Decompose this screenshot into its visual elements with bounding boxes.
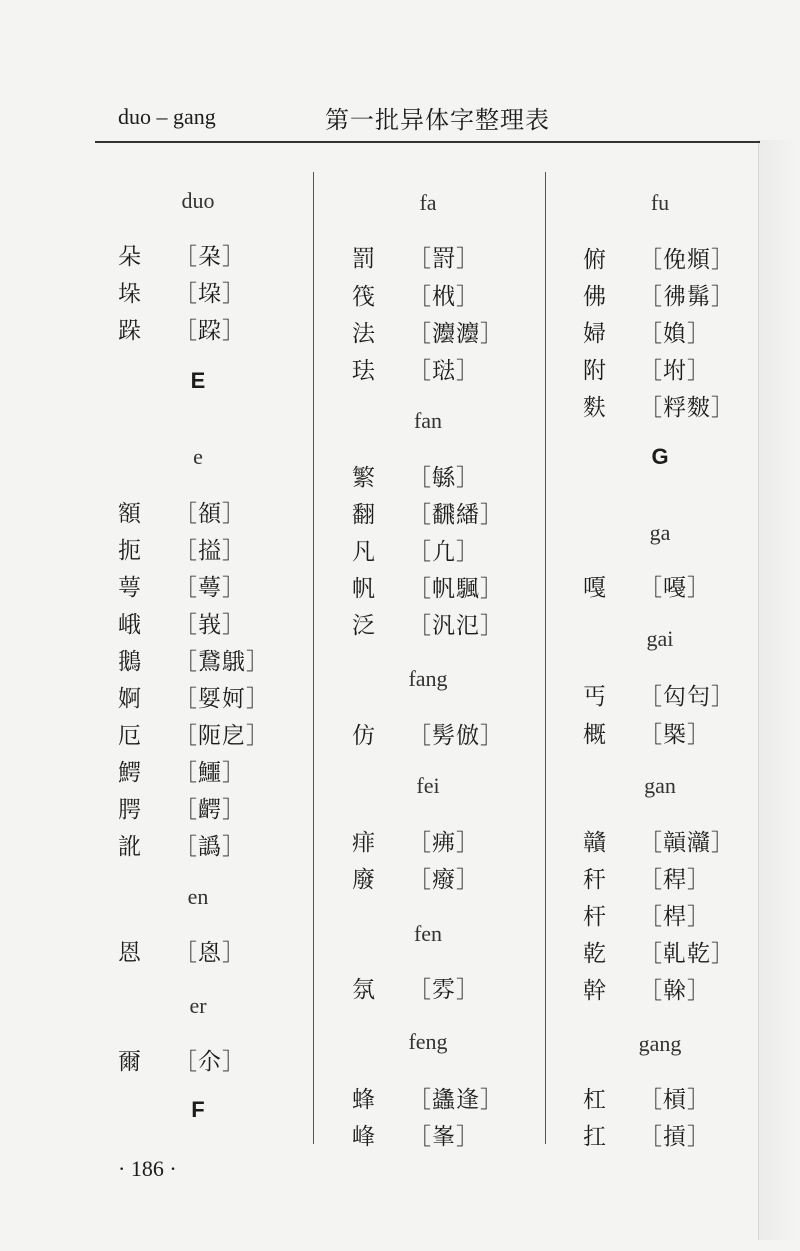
entry-row xyxy=(352,533,480,566)
standard-character: 罰 xyxy=(352,246,375,272)
variant-characters: ［彿髴］ xyxy=(639,284,735,310)
header-title: 第一批异体字整理表 xyxy=(325,106,550,134)
standard-character: 峰 xyxy=(352,1124,375,1150)
pinyin-heading: gai xyxy=(646,626,674,651)
variant-characters: ［槓］ xyxy=(639,1087,711,1113)
standard-character: 翻 xyxy=(352,502,375,528)
variant-characters: ［蠭逢］ xyxy=(408,1087,504,1113)
entry-row xyxy=(352,352,480,385)
entry-row xyxy=(583,972,711,1005)
entry-row xyxy=(118,238,246,271)
standard-character: 恩 xyxy=(118,940,141,966)
pinyin-heading: er xyxy=(189,993,207,1018)
entry-row xyxy=(583,1118,711,1151)
entry-row xyxy=(583,824,735,857)
variant-characters: ［俛頫］ xyxy=(639,247,735,273)
entry-row xyxy=(352,1118,480,1151)
variant-characters: ［匃匄］ xyxy=(639,684,735,710)
entry-row xyxy=(583,1081,711,1114)
pinyin-heading: gan xyxy=(644,773,676,798)
variant-characters: ［朶］ xyxy=(174,244,246,270)
entry-row xyxy=(118,791,246,824)
pinyin-heading: fu xyxy=(650,190,670,215)
entry-row xyxy=(352,971,480,1004)
entry-row xyxy=(583,352,711,385)
pinyin-heading: duo xyxy=(181,188,215,213)
variant-characters: ［嘠］ xyxy=(639,575,711,601)
variant-characters: ［峯］ xyxy=(408,1124,480,1150)
variant-characters: ［摃］ xyxy=(639,1124,711,1150)
entry-row xyxy=(352,315,504,348)
page-edge-shadow xyxy=(758,140,797,1240)
entry-row xyxy=(352,278,480,311)
variant-characters: ［頟］ xyxy=(174,501,246,527)
variant-characters: ［跥］ xyxy=(174,318,246,344)
entry-row xyxy=(352,717,504,750)
variant-characters: ［峩］ xyxy=(174,612,246,638)
standard-character: 萼 xyxy=(118,575,141,601)
letter-heading: E xyxy=(190,368,206,393)
entry-row xyxy=(118,717,270,750)
standard-character: 仿 xyxy=(352,723,375,749)
pinyin-heading: e xyxy=(193,444,203,469)
standard-character: 泛 xyxy=(352,613,375,639)
variant-characters: ［搤］ xyxy=(174,538,246,564)
variant-characters: ［稈］ xyxy=(639,867,711,893)
variant-characters: ［雰］ xyxy=(408,977,480,1003)
letter-heading: G xyxy=(651,444,669,469)
standard-character: 鰐 xyxy=(118,760,141,786)
standard-character: 痱 xyxy=(352,830,375,856)
variant-characters: ［恖］ xyxy=(174,940,246,966)
entry-row xyxy=(583,315,711,348)
standard-character: 厄 xyxy=(118,723,141,749)
variant-characters: ［媍］ xyxy=(639,321,711,347)
standard-character: 腭 xyxy=(118,797,141,823)
entry-row xyxy=(352,496,504,529)
standard-character: 峨 xyxy=(118,612,141,638)
pinyin-heading: gang xyxy=(638,1031,682,1056)
standard-character: 繁 xyxy=(352,465,375,491)
variant-characters: ［疿］ xyxy=(408,830,480,856)
variant-characters: ［栰］ xyxy=(408,284,480,310)
entry-row xyxy=(118,934,246,967)
header-pinyin-range: duo – gang xyxy=(118,104,216,129)
entry-row xyxy=(583,278,735,311)
standard-character: 蜂 xyxy=(352,1087,375,1113)
pinyin-heading: fang xyxy=(408,666,448,691)
variant-characters: ［粰麬］ xyxy=(639,395,735,421)
entry-row xyxy=(118,275,246,308)
standard-character: 婀 xyxy=(118,686,141,712)
column-divider-1 xyxy=(313,172,314,1144)
entry-row xyxy=(118,828,246,861)
standard-character: 丐 xyxy=(583,684,606,710)
variant-characters: ［罸］ xyxy=(408,246,480,272)
variant-characters: ［飜繙］ xyxy=(408,502,504,528)
entry-row xyxy=(352,240,480,273)
variant-characters: ［榦］ xyxy=(639,978,711,1004)
variant-characters: ［尒］ xyxy=(174,1049,246,1075)
pinyin-heading: fen xyxy=(413,921,443,946)
variant-characters: ［鱷］ xyxy=(174,760,246,786)
entry-row xyxy=(583,935,735,968)
standard-character: 杆 xyxy=(583,904,606,930)
standard-character: 婦 xyxy=(583,321,606,347)
variant-characters: ［齶］ xyxy=(174,797,246,823)
variant-characters: ［蕚］ xyxy=(174,575,246,601)
variant-characters: ［凢］ xyxy=(408,539,480,565)
pinyin-heading: en xyxy=(187,884,209,909)
entry-row xyxy=(583,716,711,749)
entry-row xyxy=(352,861,480,894)
standard-character: 秆 xyxy=(583,867,606,893)
standard-character: 贛 xyxy=(583,830,606,856)
entry-row xyxy=(118,569,246,602)
entry-row xyxy=(583,241,735,274)
variant-characters: ［帆颿］ xyxy=(408,576,504,602)
letter-heading: F xyxy=(191,1097,205,1122)
variant-characters: ［髣倣］ xyxy=(408,723,504,749)
variant-characters: ［桿］ xyxy=(639,904,711,930)
standard-character: 嘎 xyxy=(583,575,606,601)
entry-row xyxy=(352,607,504,640)
pinyin-heading: ga xyxy=(649,520,671,545)
standard-character: 俯 xyxy=(583,247,606,273)
standard-character: 廢 xyxy=(352,867,375,893)
entry-row xyxy=(583,569,711,602)
entry-row xyxy=(118,495,246,528)
entry-row xyxy=(118,532,246,565)
standard-character: 帆 xyxy=(352,576,375,602)
entry-row xyxy=(352,1081,504,1114)
standard-character: 扼 xyxy=(118,538,141,564)
standard-character: 垛 xyxy=(118,281,141,307)
standard-character: 麩 xyxy=(583,395,606,421)
standard-character: 乾 xyxy=(583,941,606,967)
variant-characters: ［垜］ xyxy=(174,281,246,307)
variant-characters: ［娿妸］ xyxy=(174,686,270,712)
standard-character: 鵝 xyxy=(118,649,141,675)
variant-characters: ［槩］ xyxy=(639,722,711,748)
entry-row xyxy=(352,570,504,603)
standard-character: 爾 xyxy=(118,1049,141,1075)
standard-character: 附 xyxy=(583,358,606,384)
entry-row xyxy=(583,861,711,894)
entry-row xyxy=(118,680,270,713)
variant-characters: ［癈］ xyxy=(408,867,480,893)
variant-characters: ［阨戹］ xyxy=(174,723,270,749)
column-divider-2 xyxy=(545,172,546,1144)
standard-character: 朵 xyxy=(118,244,141,270)
variant-characters: ［鵞䳘］ xyxy=(174,649,270,675)
variant-characters: ［坿］ xyxy=(639,358,711,384)
header-rule xyxy=(95,141,760,143)
entry-row xyxy=(118,1043,246,1076)
entry-row xyxy=(352,459,480,492)
pinyin-heading: fei xyxy=(416,773,440,798)
standard-character: 概 xyxy=(583,722,606,748)
standard-character: 氛 xyxy=(352,977,375,1003)
standard-character: 跺 xyxy=(118,318,141,344)
variant-characters: ［譌］ xyxy=(174,834,246,860)
standard-character: 額 xyxy=(118,501,141,527)
entry-row xyxy=(583,898,711,931)
entry-row xyxy=(583,678,735,711)
pinyin-heading: fa xyxy=(419,190,437,215)
variant-characters: ［灋灋］ xyxy=(408,321,504,347)
standard-character: 扛 xyxy=(583,1124,606,1150)
entry-row xyxy=(118,754,246,787)
page-number: · 186 · xyxy=(118,1156,177,1181)
standard-character: 筏 xyxy=(352,284,375,310)
variant-characters: ［緐］ xyxy=(408,465,480,491)
standard-character: 杠 xyxy=(583,1087,606,1113)
standard-character: 佛 xyxy=(583,284,606,310)
pinyin-heading: feng xyxy=(408,1029,448,1054)
entry-row xyxy=(583,389,735,422)
standard-character: 法 xyxy=(352,321,375,347)
entry-row xyxy=(118,312,246,345)
entry-row xyxy=(118,643,270,676)
entry-row xyxy=(352,824,480,857)
variant-characters: ［琺］ xyxy=(408,358,480,384)
variant-characters: ［贑灨］ xyxy=(639,830,735,856)
standard-character: 幹 xyxy=(583,978,606,1004)
variant-characters: ［乹乾］ xyxy=(639,941,735,967)
entry-row xyxy=(118,606,246,639)
pinyin-heading: fan xyxy=(413,408,443,433)
standard-character: 珐 xyxy=(352,358,375,384)
standard-character: 訛 xyxy=(118,834,141,860)
variant-characters: ［汎氾］ xyxy=(408,613,504,639)
standard-character: 凡 xyxy=(352,539,375,565)
